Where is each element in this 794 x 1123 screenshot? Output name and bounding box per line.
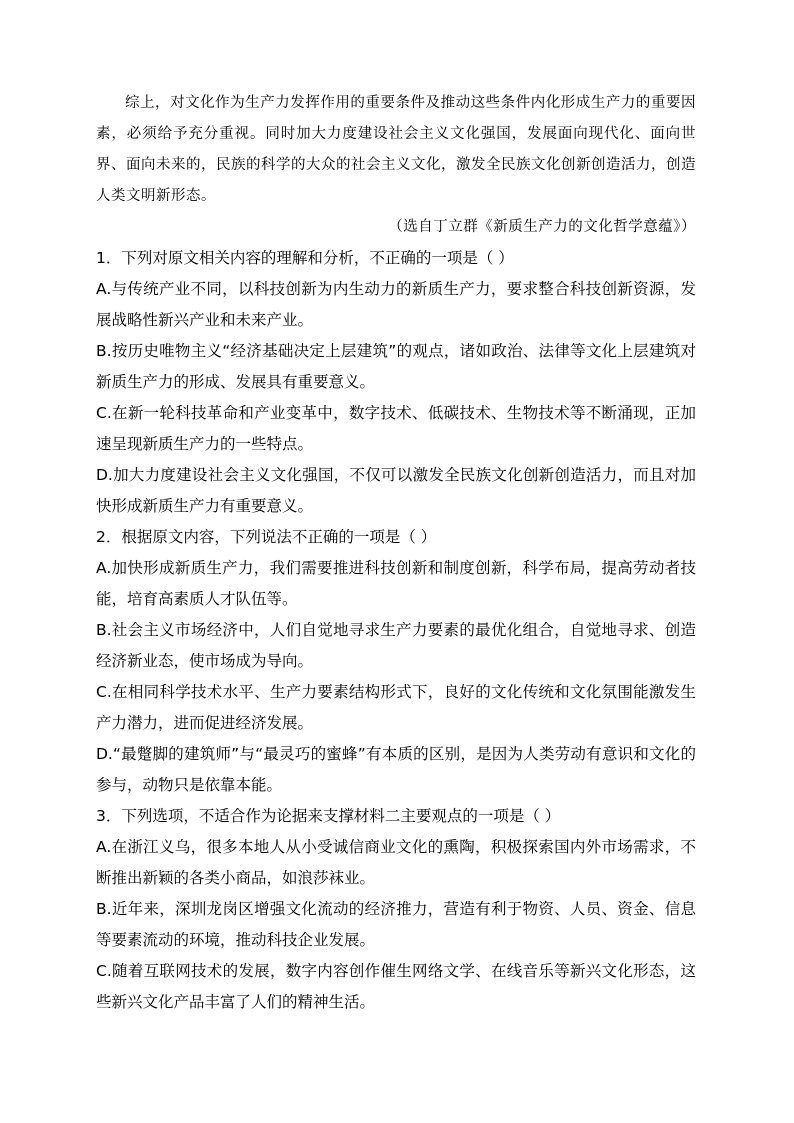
option-c: C.在相同科学技术水平、生产力要素结构形式下，良好的文化传统和文化氛围能激发生产力潜力，进而促进经济发展。 <box>96 683 696 732</box>
option-b: B.社会主义市场经济中，人们自觉地寻求生产力要素的最优化组合，自觉地寻求、创造经济新业态，使市场成为导向。 <box>96 621 696 670</box>
option-a: A.在浙江义乌，很多本地人从小受诚信商业文化的熏陶，积极探索国内外市场需求，不断推出新颖的各类小商品，如浪莎袜业。 <box>96 838 696 887</box>
option-d: D.加大力度建设社会主义文化强国，不仅可以激发全民族文化创新创造活力，而且对加快形成新质生产力有重要意义。 <box>96 466 696 515</box>
question-list <box>96 243 696 1018</box>
passage-paragraph: 综上，对文化作为生产力发挥作用的重要条件及推动这些条件内化形成生产力的重要因素，必须给予充分重视。同时加大力度建设社会主义文化强国，发展面向现代化、面向世界、面向未来的，民族的科学的大众的社会主义文化，激发全民族文化创新创造活力，创造人类文明新形态。 <box>96 95 696 204</box>
question-2 <box>96 522 696 801</box>
option-c: C.在新一轮科技革命和产业变革中，数字技术、低碳技术、生物技术等不断涌现，正加速呈现新质生产力的一些特点。 <box>96 404 696 453</box>
option-b: B.近年来，深圳龙岗区增强文化流动的经济推力，营造有利于物资、人员、资金、信息等要素流动的环境，推动科技企业发展。 <box>96 900 696 949</box>
option-d: D.“最蹩脚的建筑师”与“最灵巧的蜜蜂”有本质的区别，是因为人类劳动有意识和文化的参与，动物只是依靠本能。 <box>96 745 696 794</box>
question-stem: 1．下列对原文相关内容的理解和分析，不正确的一项是（ ） <box>96 249 514 267</box>
passage-source: （选自丁立群《新质生产力的文化哲学意蕴》） <box>388 219 696 235</box>
question-stem: 3．下列选项，不适合作为论据来支撑材料二主要观点的一项是（ ） <box>96 807 561 825</box>
option-c: C.随着互联网技术的发展，数字内容创作催生网络文学、在线音乐等新兴文化形态，这些新兴文化产品丰富了人们的精神生活。 <box>96 962 696 1011</box>
option-a: A.与传统产业不同，以科技创新为内生动力的新质生产力，要求整合科技创新资源，发展战略性新兴产业和未来产业。 <box>96 280 696 329</box>
option-b: B.按历史唯物主义“经济基础决定上层建筑”的观点，诸如政治、法律等文化上层建筑对新质生产力的形成、发展具有重要意义。 <box>96 342 696 391</box>
question-stem: 2．根据原文内容，下列说法不正确的一项是（ ） <box>96 528 437 546</box>
document-page <box>96 88 696 1018</box>
question-1 <box>96 243 696 522</box>
question-3 <box>96 801 696 1018</box>
option-a: A.加快形成新质生产力，我们需要推进科技创新和制度创新，科学布局，提高劳动者技能，培育高素质人才队伍等。 <box>96 559 696 608</box>
